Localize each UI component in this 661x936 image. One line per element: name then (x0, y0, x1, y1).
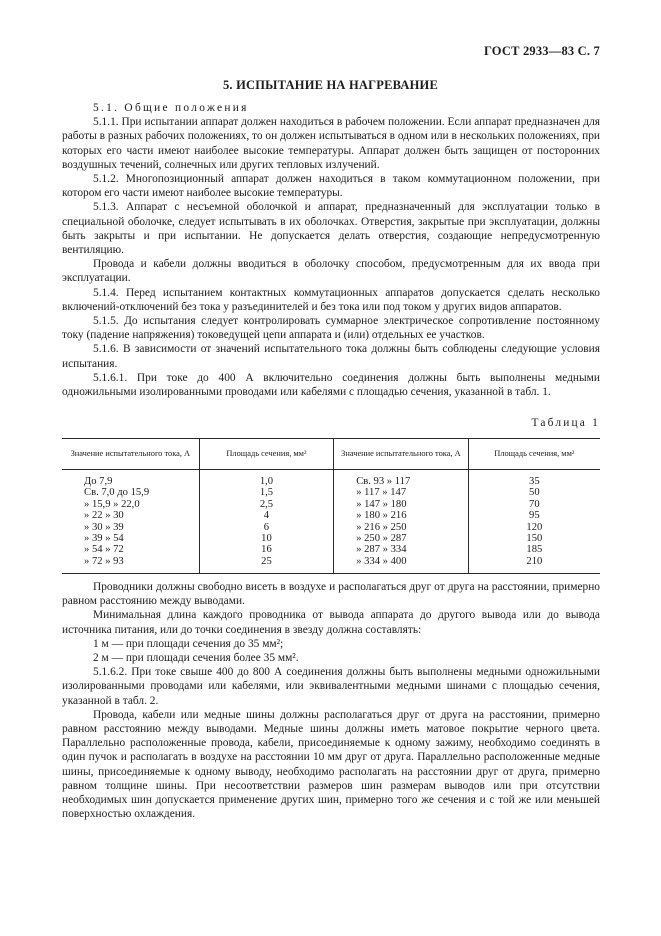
paragraph-wires: Провода и кабели должны вводиться в оболочку способом, предусмотренным для их ввода при эксплуатации. (62, 258, 600, 285)
table-cell: 70 (468, 499, 600, 510)
table-row (62, 533, 600, 544)
paragraph-5-1-1: 5.1.1. При испытании аппарат должен находиться в рабочем положении. Если аппарат предназначен для работы в разных рабочих положениях, то он должен испытываться в одном или в нескольких положениях, при которых его части имеют наиболее высокие температуры. Аппарат должен быть защищен от посторонних воздушных течений, солнечных или других тепловых излучений. (62, 116, 600, 171)
table-row (62, 499, 600, 510)
paragraph-5-1-6: 5.1.6. В зависимости от значений испытательного тока должны быть соблюдены следующие условия испытания. (62, 343, 600, 370)
table-cell: » 15,9 » 22,0 (84, 498, 140, 510)
table-cell: Св. 93 » 117 (334, 470, 469, 488)
table-cell: » 287 » 334 (334, 544, 469, 555)
table-cell: 120 (468, 522, 600, 533)
table-cell: » 250 » 287 (334, 533, 469, 544)
table-cell: » 117 » 147 (334, 487, 469, 498)
table-cell: 1,0 (199, 470, 334, 488)
table-cell: » 72 » 93 (62, 556, 199, 574)
table-cell: » 334 » 400 (334, 556, 469, 574)
paragraph-min-length: Минимальная длина каждого проводника от вывода аппарата до другого вывода или до вывода источника питания, или до точки соединения в звезду должна составлять: (62, 609, 600, 636)
table-header-cell: Значение испытательного тока, А (62, 439, 199, 470)
table-header-cell: Площадь сечения, мм² (199, 439, 334, 470)
table-cell: » 180 » 216 (334, 510, 469, 521)
table-cell: » 147 » 180 (334, 499, 469, 510)
subsection-heading: 5.1. Общие положения (93, 102, 249, 114)
list-item-2m: 2 м — при площади сечения более 35 мм². (93, 652, 299, 665)
table-row (62, 510, 600, 521)
paragraph-5-1-4: 5.1.4. Перед испытанием контактных коммутационных аппаратов допускается сделать несколько включений-отключений без тока у разъединителей и без тока или под током у других видов аппаратов. (62, 286, 600, 313)
table-header-cell: Значение испытательного тока, А (334, 439, 469, 470)
table-caption: Таблица 1 (531, 417, 600, 429)
table-cell: » 216 » 250 (334, 522, 469, 533)
paragraph-5-1-6-2: 5.1.6.2. При токе свыше 400 до 800 А соединения должны быть выполнены медными одножильными изолированными проводами или кабелями, или эквивалентными медными шинами с площадью сечения, указанной в табл. 2. (62, 666, 600, 707)
table-1 (62, 438, 600, 574)
table-cell: 1,5 (199, 487, 334, 498)
table-header-cell: Площадь сечения, мм² (468, 439, 600, 470)
table-cell: 4 (199, 510, 334, 521)
section-title: 5. ИСПЫТАНИЕ НА НАГРЕВАНИЕ (222, 78, 438, 92)
table-cell: Св. 7,0 до 15,9 (84, 487, 150, 499)
paragraph-conductors: Проводники должны свободно висеть в воздухе и располагаться друг от друга на расстоянии, примерно равном расстоянию между выводами. (62, 581, 600, 608)
table-cell: 185 (468, 544, 600, 555)
table-cell: 16 (199, 544, 334, 555)
paragraph-5-1-6-1: 5.1.6.1. При токе до 400 А включительно соединения должны быть выполнены медными одножильными изолированными проводами или кабелями с площадью сечения, указанной в табл. 1. (62, 371, 600, 399)
table-cell: 150 (468, 533, 600, 544)
table-header-row (62, 439, 600, 470)
table-cell: » 54 » 72 (84, 544, 124, 556)
table-cell: » 39 » 54 (84, 533, 124, 545)
table-cell: 6 (199, 522, 334, 533)
table-cell: 25 (199, 556, 334, 574)
table-cell: 95 (468, 510, 600, 521)
paragraph-busbars: Провода, кабели или медные шины должны располагаться друг от друга на расстоянии, примерно равном расстоянию между выводами. Медные шины должны иметь матовое покрытие черного цвета. Параллельно расположенные провода, кабели, присоединяемые к одному зажиму, необходимо соединять в один пучок и располагать в воздухе на расстоянии 10 мм друг от друга. Параллельно расположенные медные шины, присоединяемые к одному выводу, необходимо располагать на расстоянии друг от друга, примерно равном толщине шины. При несоответствии размеров шин размерам выводов или при отсутствии необходимых шин допускается применение других шин, примерно того же сечения и с той же или меньшей поверхностью охлаждения. (62, 708, 600, 821)
table-row (62, 544, 600, 555)
table-row (62, 556, 600, 574)
text-block-top (62, 101, 600, 399)
table-cell: 35 (468, 470, 600, 488)
table-row (62, 470, 600, 488)
table-cell: 50 (468, 487, 600, 498)
text-block-bottom (62, 580, 600, 821)
table-cell: 10 (199, 533, 334, 544)
paragraph-5-1-2: 5.1.2. Многопозиционный аппарат должен находиться в таком коммутационном положении, при котором его части имеют наиболее высокие температуры. (62, 173, 600, 200)
page-header: ГОСТ 2933—83 С. 7 (483, 44, 600, 58)
table-cell: 2,5 (199, 499, 334, 510)
table-cell: 210 (468, 556, 600, 574)
list-item-1m: 1 м — при площади сечения до 35 мм²; (93, 637, 284, 650)
paragraph-5-1-5: 5.1.5. До испытания следует контролировать суммарное электрическое сопротивление постоянному току (падение напряжения) токоведущей цепи аппарата и (или) отдельных ее участков. (62, 315, 600, 342)
table-cell: » 22 » 30 (84, 510, 124, 522)
table-cell: До 7,9 (84, 476, 113, 487)
table-row (62, 487, 600, 498)
paragraph-5-1-3: 5.1.3. Аппарат с несъемной оболочкой и аппарат, предназначенный для эксплуатации только в специальной оболочке, следует испытывать в их оболочках. Отверстия, закрытые при эксплуатации, должны быть закрыты и при испытании. Не допускается делать отверстия, создающие непредусмотренную вентиляцию. (62, 201, 600, 257)
table-cell: » 30 » 39 (84, 521, 124, 533)
table-row (62, 522, 600, 533)
